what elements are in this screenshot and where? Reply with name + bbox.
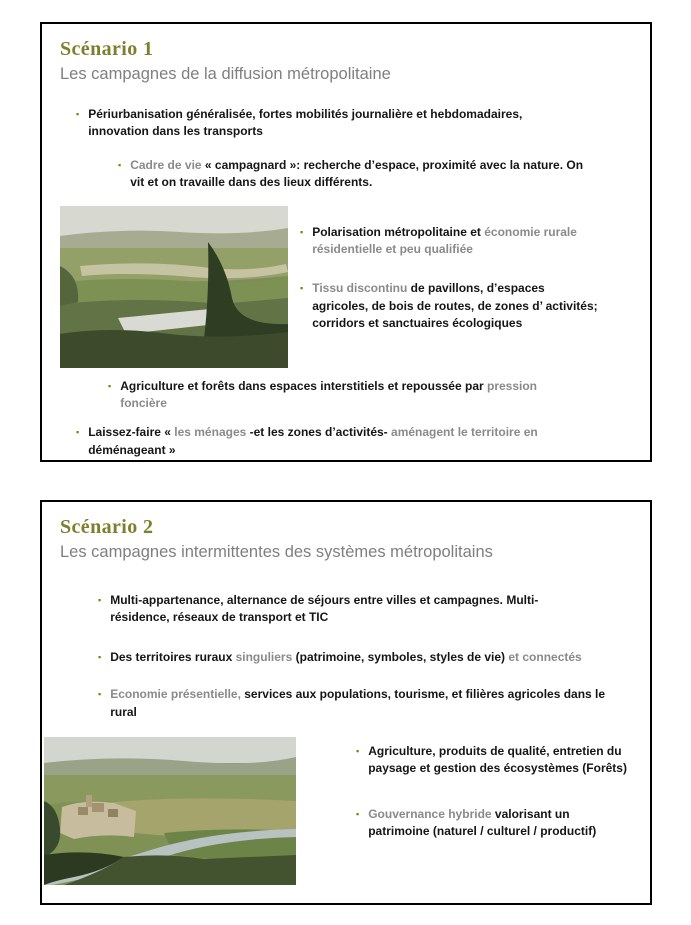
text-segment: Périurbanisation généralisée, fortes mobilités journalière et hebdomadaires, innovation dans les transports <box>88 107 523 139</box>
slide-scenario-1 <box>40 22 652 462</box>
bullet-square-icon: ▪ <box>76 427 80 438</box>
bullet-multi-appartenance <box>98 592 632 627</box>
bullet-agriculture-qualite <box>356 743 632 778</box>
bullet-square-icon: ▪ <box>98 651 102 662</box>
bullet-text <box>130 157 600 192</box>
bullet-square-icon: ▪ <box>300 226 304 237</box>
bullet-territoires-ruraux <box>98 649 632 666</box>
bullet-text <box>368 806 632 841</box>
text-segment: Gouvernance hybride <box>368 806 495 821</box>
bullet-text <box>110 592 595 627</box>
bullet-text <box>110 686 620 721</box>
bullet-text <box>88 106 573 141</box>
bullet-square-icon: ▪ <box>98 689 102 700</box>
text-segment: Des territoires ruraux <box>110 649 236 664</box>
bullet-tissu-discontinu <box>300 280 602 332</box>
bullet-laissez-faire <box>76 424 632 459</box>
text-segment: Tissu discontinu <box>312 281 411 296</box>
photo-side-bullets <box>356 737 632 841</box>
text-segment: Laissez-faire « <box>88 425 175 440</box>
bullet-text <box>312 224 602 259</box>
text-segment: pression foncière <box>120 378 538 410</box>
bullet-text <box>368 743 632 778</box>
bullet-text <box>110 649 582 666</box>
slide1-subtitle: Les campagnes de la diffusion métropolitaine <box>60 65 391 83</box>
text-segment: économie rurale résidentielle et peu qualifiée <box>312 224 577 256</box>
bullet-text <box>88 424 593 459</box>
bullet-square-icon: ▪ <box>300 283 304 294</box>
text-segment: singuliers <box>235 649 296 664</box>
text-segment: -et les zones d’activités- <box>249 425 392 440</box>
river-valley-village-photo <box>44 737 296 885</box>
text-segment: les ménages <box>174 425 250 440</box>
bullet-gouvernance-hybride <box>356 806 632 841</box>
bullet-text <box>312 280 602 332</box>
text-segment: Agriculture et forêts dans espaces interstitiels et repoussée par <box>120 378 487 393</box>
bullet-cadre-de-vie <box>118 157 632 192</box>
bullet-polarisation <box>300 224 602 259</box>
photo-side-bullets <box>300 206 602 333</box>
bullet-square-icon: ▪ <box>108 380 112 391</box>
bullet-text <box>120 378 575 413</box>
text-segment: (patrimoine, symboles, styles de vie) <box>295 649 509 664</box>
bullet-square-icon: ▪ <box>76 109 80 119</box>
countryside-aerial-photo <box>60 206 288 368</box>
text-segment: déménageant » <box>88 442 176 457</box>
bullet-square-icon: ▪ <box>118 159 122 170</box>
bullet-square-icon: ▪ <box>356 745 360 756</box>
bullet-agriculture-interstitiels <box>108 378 632 413</box>
text-segment: « campagnard »: recherche d’espace, proximité avec la nature. On vit et on travaille dans des lieux différents. <box>130 157 584 190</box>
slide2-title: Scénario 2 <box>60 516 154 538</box>
text-segment: Multi-appartenance, alternance de séjours entre villes et campagnes. Multi-résidence, réseaux de transport et TIC <box>110 593 539 625</box>
text-segment: Agriculture, produits de qualité, entretien du paysage et gestion des écosystèmes (Forêts) <box>368 743 627 776</box>
text-segment: et connectés <box>508 649 582 664</box>
photo-row <box>60 206 632 368</box>
slide-scenario-2 <box>40 500 652 905</box>
text-segment: valorisant un patrimoine (naturel / culturel / productif) <box>368 806 597 839</box>
slide2-subtitle: Les campagnes intermittentes des systèmes métropolitains <box>60 543 493 561</box>
photo-row <box>60 737 632 885</box>
text-segment: de pavillons, d’espaces agricoles, de bois de routes, de zones d’ activités; corridors et sanctuaires écologiques <box>312 281 598 331</box>
text-segment: Cadre de vie <box>130 157 205 172</box>
text-segment: services aux populations, tourisme, et filières agricoles dans le rural <box>110 687 606 719</box>
bullet-square-icon: ▪ <box>356 808 360 819</box>
text-segment: Polarisation métropolitaine et <box>312 224 485 239</box>
text-segment: Economie présentielle, <box>110 687 245 702</box>
slide1-title: Scénario 1 <box>60 38 154 60</box>
bullet-periurbanisation <box>76 106 632 141</box>
bullet-economie-presentielle <box>98 686 632 721</box>
text-segment: aménagent le territoire en <box>391 425 538 440</box>
bullet-square-icon: ▪ <box>98 595 102 605</box>
